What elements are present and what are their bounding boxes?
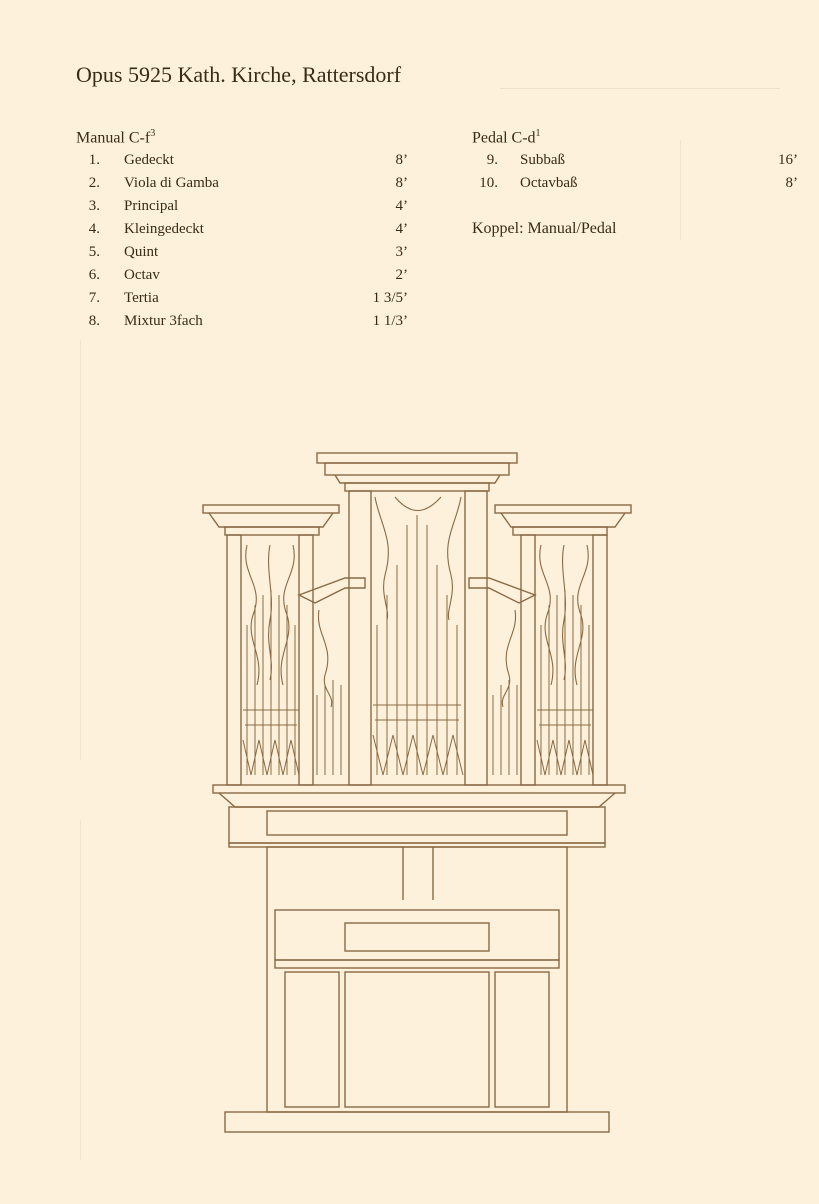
stop-name: Octav (124, 267, 160, 283)
coupler-text: Koppel: Manual/Pedal (472, 220, 617, 237)
stop-pitch: 1 1/3’ (372, 313, 408, 329)
manual-heading-text: Manual C-f (76, 129, 151, 147)
stop-name: Mixtur 3fach (124, 313, 203, 329)
manual-heading-superscript: 3 (150, 128, 156, 139)
stop-row (70, 172, 408, 195)
right-tower-cornice (495, 505, 631, 535)
stop-name: Quint (124, 244, 159, 260)
stop-pitch: 2’ (395, 267, 408, 283)
pedal-heading-superscript: 1 (535, 128, 541, 139)
stop-pitch: 8’ (395, 175, 408, 191)
stop-row (70, 218, 408, 241)
manual-heading (76, 128, 155, 147)
stop-pitch: 8’ (395, 152, 408, 168)
stop-number: 5. (88, 244, 100, 260)
lower-case (225, 847, 609, 1132)
stop-pitch: 4’ (395, 221, 408, 237)
stop-name: Kleingedeckt (124, 221, 204, 237)
stop-name: Viola di Gamba (124, 175, 219, 191)
stop-number: 4. (88, 221, 100, 237)
pipe-organ-case-drawing-icon (195, 445, 635, 1145)
stop-pitch: 8’ (785, 175, 798, 191)
organ-pipes (243, 515, 593, 775)
stop-number: 8. (88, 313, 100, 329)
stop-number: 2. (88, 175, 100, 191)
stop-pitch: 3’ (395, 244, 408, 260)
stop-pitch: 16’ (778, 152, 798, 168)
stop-pitch: 4’ (395, 198, 408, 214)
stop-name: Principal (124, 198, 179, 214)
stop-number: 3. (88, 198, 100, 214)
pedal-heading (472, 128, 541, 147)
stop-row (468, 172, 798, 195)
stop-name: Gedeckt (124, 152, 174, 168)
stop-name: Subbaß (520, 152, 565, 168)
stop-row (70, 287, 408, 310)
left-tower-cornice (203, 505, 339, 535)
stop-row (468, 149, 798, 172)
stop-name: Tertia (124, 290, 159, 306)
manual-stop-list (70, 149, 408, 333)
stop-name: Octavbaß (520, 175, 578, 191)
pedal-heading-text: Pedal C-d (472, 129, 536, 147)
impost-cornice (213, 785, 625, 847)
stop-number: 6. (88, 267, 100, 283)
stop-row (70, 195, 408, 218)
page-title: Opus 5925 Kath. Kirche, Rattersdorf (76, 62, 402, 87)
stop-row (70, 241, 408, 264)
stop-row (70, 149, 408, 172)
stop-number: 7. (88, 290, 100, 306)
stop-number: 9. (486, 152, 498, 168)
center-tower-cornice (317, 453, 517, 491)
stop-row (70, 264, 408, 287)
stop-number: 10. (479, 175, 498, 191)
stop-pitch: 1 3/5’ (372, 290, 408, 306)
stop-number: 1. (88, 152, 100, 168)
pedal-stop-list (468, 149, 798, 195)
stop-row (70, 310, 408, 333)
